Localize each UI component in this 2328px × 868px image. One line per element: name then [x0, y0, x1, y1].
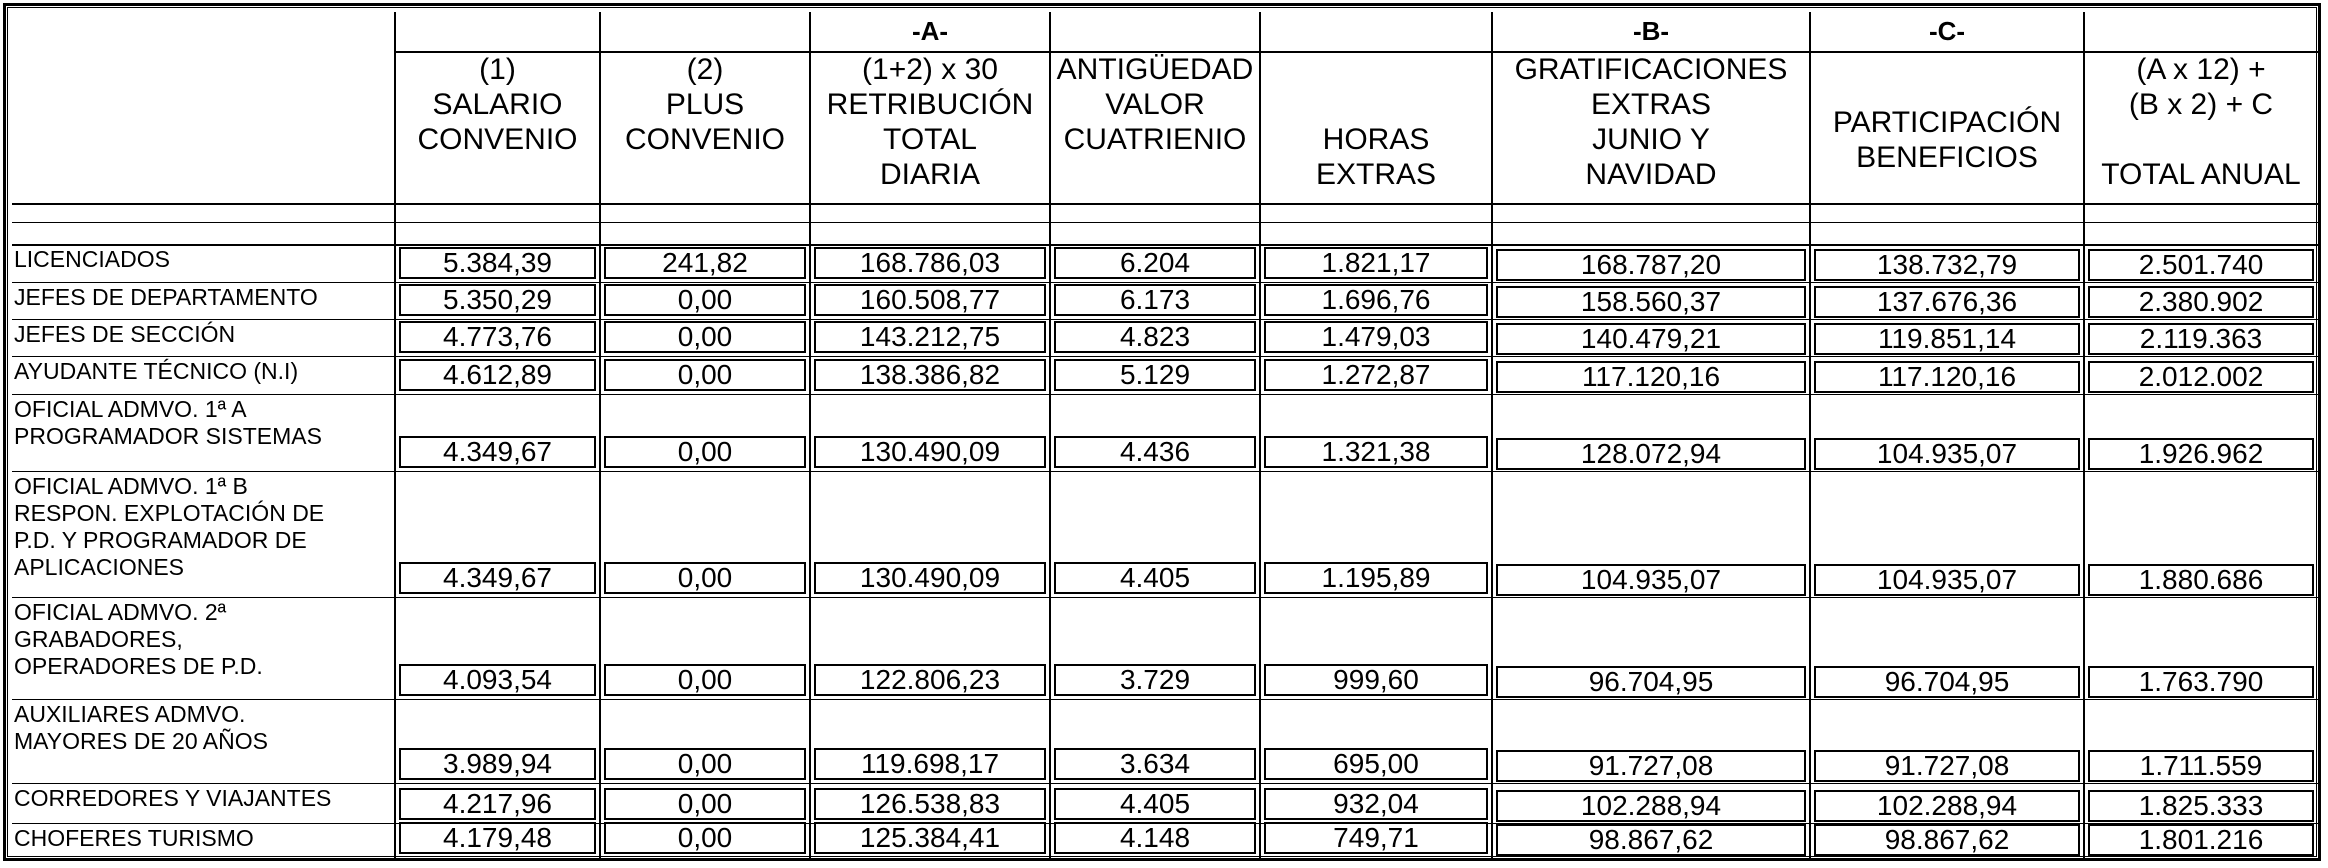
cell-horas: 695,00	[1264, 748, 1488, 780]
cell-plus: 0,00	[604, 321, 806, 353]
row-label-line: APLICACIONES	[14, 554, 184, 580]
cell-participacion: 98.867,62	[1814, 824, 2080, 856]
cell-antiguedad: 3.729	[1054, 664, 1256, 696]
column-header-line: SALARIO	[432, 88, 563, 121]
cell-plus: 241,82	[604, 247, 806, 279]
row-label-line: RESPON. EXPLOTACIÓN DE	[14, 500, 325, 526]
cell-horas: 1.821,17	[1264, 247, 1488, 279]
cell-plus: 0,00	[604, 822, 806, 854]
row-label-line: AUXILIARES ADMVO.	[14, 701, 246, 727]
cell-participacion: 117.120,16	[1814, 361, 2080, 393]
cell-antiguedad: 4.823	[1054, 321, 1256, 353]
cell-horas: 932,04	[1264, 788, 1488, 820]
cell-horas: 1.479,03	[1264, 321, 1488, 353]
row-label	[14, 246, 390, 282]
cell-gratificaciones: 158.560,37	[1496, 286, 1806, 318]
cell-participacion: 102.288,94	[1814, 790, 2080, 822]
row-label	[14, 701, 390, 783]
cell-retribucion: 125.384,41	[814, 822, 1046, 854]
row-divider	[12, 356, 2318, 357]
row-divider	[12, 597, 2318, 598]
row-label	[14, 321, 390, 356]
cell-participacion: 119.851,14	[1814, 323, 2080, 355]
row-divider	[12, 699, 2318, 700]
cell-salario: 5.350,29	[399, 284, 596, 316]
column-header-line: VALOR	[1105, 88, 1205, 121]
cell-retribucion: 119.698,17	[814, 748, 1046, 780]
column-header-line: CUATRIENIO	[1063, 123, 1247, 156]
row-label-line: MAYORES DE 20 AÑOS	[14, 728, 268, 754]
row-label-line: JEFES DE SECCIÓN	[14, 321, 236, 347]
cell-gratificaciones: 140.479,21	[1496, 323, 1806, 355]
row-label-line: OFICIAL ADMVO. 1ª B	[14, 473, 248, 499]
cell-total: 1.880.686	[2088, 564, 2314, 596]
cell-gratificaciones: 91.727,08	[1496, 750, 1806, 782]
column-header-line: (A x 12) +	[2136, 53, 2266, 86]
column-header-line: (1)	[479, 53, 516, 86]
column-header-line: NAVIDAD	[1585, 158, 1717, 191]
column-header-line	[2084, 122, 2318, 157]
column-header-line: HORAS	[1322, 123, 1430, 156]
column-header-line: (B x 2) + C	[2128, 88, 2274, 121]
cell-plus: 0,00	[604, 788, 806, 820]
cell-horas: 1.272,87	[1264, 359, 1488, 391]
group-letter-a: -A-	[911, 16, 949, 46]
cell-horas: 1.195,89	[1264, 562, 1488, 594]
cell-antiguedad: 4.436	[1054, 436, 1256, 468]
row-label-line: AYUDANTE TÉCNICO (N.I)	[14, 358, 299, 384]
column-header-gratificaciones	[1492, 52, 1810, 202]
column-header-retribucion	[810, 52, 1050, 202]
column-header-line: (1+2) x 30	[862, 53, 998, 86]
column-header-line: GRATIFICACIONES	[1514, 53, 1788, 86]
column-header-line: TOTAL	[883, 123, 977, 156]
cell-total: 1.801.216	[2088, 824, 2314, 856]
row-label	[14, 473, 390, 597]
row-label-line: P.D. Y PROGRAMADOR DE	[14, 527, 307, 553]
cell-salario: 4.773,76	[399, 321, 596, 353]
cell-participacion: 104.935,07	[1814, 564, 2080, 596]
row-label-line: GRABADORES,	[14, 626, 183, 652]
cell-salario: 4.179,48	[399, 822, 596, 854]
cell-salario: 4.349,67	[399, 562, 596, 594]
column-header-line: RETRIBUCIÓN	[826, 88, 1034, 121]
row-label	[14, 785, 390, 823]
cell-horas: 999,60	[1264, 664, 1488, 696]
cell-horas: 749,71	[1264, 822, 1488, 854]
cell-plus: 0,00	[604, 436, 806, 468]
column-header-participacion	[1810, 105, 2084, 255]
group-letter-c: -C-	[1928, 16, 1966, 46]
cell-retribucion: 138.386,82	[814, 359, 1046, 391]
cell-total: 2.380.902	[2088, 286, 2314, 318]
column-header-line: JUNIO Y	[1592, 123, 1710, 156]
row-label	[14, 358, 390, 394]
column-header-line: PARTICIPACIÓN	[1832, 105, 2062, 139]
column-header-line: ANTIGÜEDAD	[1056, 53, 1254, 86]
cell-retribucion: 143.212,75	[814, 321, 1046, 353]
row-label-line: PROGRAMADOR SISTEMAS	[14, 423, 322, 449]
row-label-line: CHOFERES TURISMO	[14, 825, 254, 851]
cell-salario: 3.989,94	[399, 748, 596, 780]
row-label-line: JEFES DE DEPARTAMENTO	[14, 284, 318, 310]
cell-antiguedad: 6.173	[1054, 284, 1256, 316]
cell-antiguedad: 4.405	[1054, 788, 1256, 820]
cell-antiguedad: 4.405	[1054, 562, 1256, 594]
cell-salario: 4.349,67	[399, 436, 596, 468]
row-label	[14, 396, 390, 471]
cell-plus: 0,00	[604, 359, 806, 391]
cell-retribucion: 168.786,03	[814, 247, 1046, 279]
cell-retribucion: 130.490,09	[814, 436, 1046, 468]
column-header-line: DIARIA	[879, 158, 981, 191]
cell-participacion: 137.676,36	[1814, 286, 2080, 318]
column-header-line: EXTRAS	[1590, 88, 1712, 121]
cell-retribucion: 126.538,83	[814, 788, 1046, 820]
cell-gratificaciones: 117.120,16	[1496, 361, 1806, 393]
cell-total: 2.012.002	[2088, 361, 2314, 393]
cell-retribucion: 160.508,77	[814, 284, 1046, 316]
cell-participacion: 96.704,95	[1814, 666, 2080, 698]
cell-antiguedad: 4.148	[1054, 822, 1256, 854]
cell-gratificaciones: 168.787,20	[1496, 249, 1806, 281]
column-header-line: EXTRAS	[1315, 158, 1437, 191]
cell-retribucion: 130.490,09	[814, 562, 1046, 594]
cell-antiguedad: 5.129	[1054, 359, 1256, 391]
cell-salario: 5.384,39	[399, 247, 596, 279]
row-label-line: OPERADORES DE P.D.	[14, 653, 263, 679]
row-label	[14, 284, 390, 319]
cell-salario: 4.093,54	[399, 664, 596, 696]
row-label-line: OFICIAL ADMVO. 1ª A	[14, 396, 247, 422]
column-header-line: (2)	[686, 53, 724, 86]
cell-total: 2.119.363	[2088, 323, 2314, 355]
row-divider	[12, 783, 2318, 784]
cell-participacion: 91.727,08	[1814, 750, 2080, 782]
row-divider	[12, 471, 2318, 472]
cell-salario: 4.612,89	[399, 359, 596, 391]
cell-antiguedad: 3.634	[1054, 748, 1256, 780]
cell-gratificaciones: 128.072,94	[1496, 438, 1806, 470]
cell-gratificaciones: 96.704,95	[1496, 666, 1806, 698]
row-divider	[12, 394, 2318, 395]
cell-total: 1.825.333	[2088, 790, 2314, 822]
row-label-line: LICENCIADOS	[14, 246, 170, 272]
row-label-line: OFICIAL ADMVO. 2ª	[14, 599, 227, 625]
cell-total: 2.501.740	[2088, 249, 2314, 281]
row-label	[14, 825, 390, 857]
cell-antiguedad: 6.204	[1054, 247, 1256, 279]
column-header-line: BENEFICIOS	[1856, 140, 2038, 174]
cell-plus: 0,00	[604, 748, 806, 780]
cell-gratificaciones: 104.935,07	[1496, 564, 1806, 596]
cell-participacion: 104.935,07	[1814, 438, 2080, 470]
row-label-line: CORREDORES Y VIAJANTES	[14, 785, 332, 811]
cell-plus: 0,00	[604, 284, 806, 316]
cell-salario: 4.217,96	[399, 788, 596, 820]
row-divider	[12, 319, 2318, 320]
column-header-total	[2084, 52, 2318, 202]
row-label	[14, 599, 390, 699]
cell-horas: 1.696,76	[1264, 284, 1488, 316]
cell-participacion: 138.732,79	[1814, 249, 2080, 281]
cell-plus: 0,00	[604, 562, 806, 594]
cell-total: 1.763.790	[2088, 666, 2314, 698]
group-letter-b: -B-	[1632, 16, 1670, 46]
column-header-line: PLUS	[665, 88, 745, 121]
column-header-antiguedad	[1050, 52, 1260, 202]
column-header-plus	[600, 52, 810, 202]
column-header-salario	[395, 52, 600, 202]
cell-gratificaciones: 102.288,94	[1496, 790, 1806, 822]
cell-plus: 0,00	[604, 664, 806, 696]
cell-total: 1.711.559	[2088, 750, 2314, 782]
cell-total: 1.926.962	[2088, 438, 2314, 470]
cell-retribucion: 122.806,23	[814, 664, 1046, 696]
column-header-line: CONVENIO	[624, 123, 786, 156]
cell-gratificaciones: 98.867,62	[1496, 824, 1806, 856]
row-divider	[12, 282, 2318, 283]
cell-horas: 1.321,38	[1264, 436, 1488, 468]
column-header-line: TOTAL ANUAL	[2101, 158, 2301, 191]
column-header-line: CONVENIO	[417, 123, 578, 156]
